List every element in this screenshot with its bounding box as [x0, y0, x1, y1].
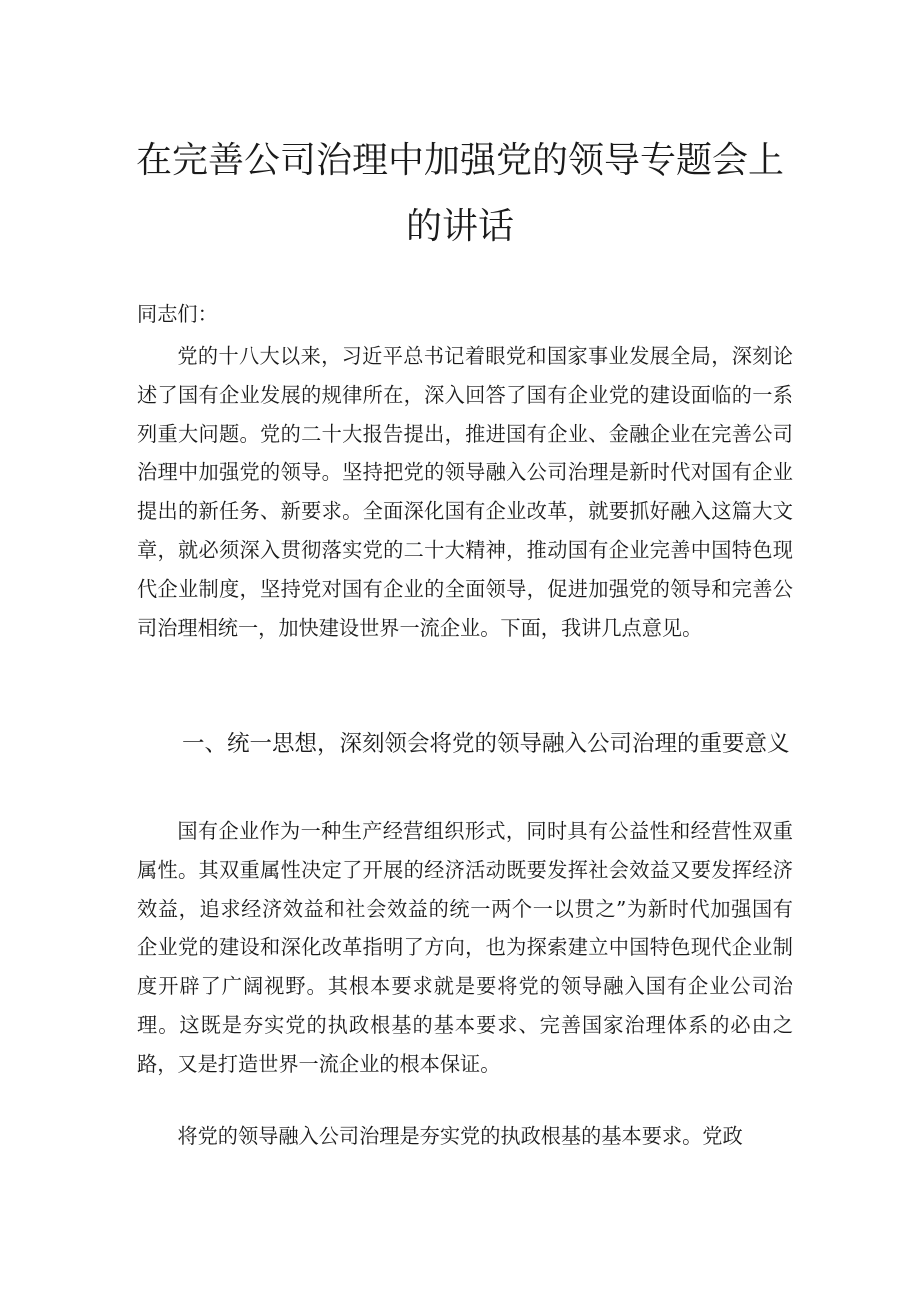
paragraph-section1-continued: 将党的领导融入公司治理是夯实党的执政根基的基本要求。党政 [177, 1124, 743, 1148]
paragraph-section1: 国有企业作为一种生产经营组织形式，同时具有公益性和经营性双重属性。其双重属性决定了开展的经济活动既要发挥社会效益又要发挥经济效益，追求经济效益和社会效益的统一两个一以贯之”为新时代加强国有企业党的建设和深化改革指明了方向，也为探索建立中国特色现代企业制度开辟了广阔视野。其根本要求就是要将党的领导融入国有企业公司治理。这既是夯实党的执政根基的基本要求、完善国家治理体系的必由之路，又是打造世界一流企业的根本保证。 [137, 819, 793, 1076]
salutation: 同志们： [137, 302, 218, 326]
section-heading-1: 一、统一思想，深刻领会将党的领导融入公司治理的重要意义 [182, 731, 790, 757]
paragraph-intro: 党的十八大以来，习近平总书记着眼党和国家事业发展全局，深刻论述了国有企业发展的规律所在，深入回答了国有企业党的建设面临的一系列重大问题。党的二十大报告提出，推进国有企业、金融企业在完善公司治理中加强党的领导。坚持把党的领导融入公司治理是新时代对国有企业提出的新任务、新要求。全面深化国有企业改革，就要抓好融入这篇大文章，就必须深入贯彻落实党的二十大精神，推动国有企业完善中国特色现代企业制度，坚持党对国有企业的全面领导，促进加强党的领导和完善公司治理相统一，加快建设世界一流企业。下面，我讲几点意见。 [137, 344, 793, 640]
document-title-line2: 的讲话 [405, 206, 514, 247]
document-title-line1: 在完善公司治理中加强党的领导专题会上 [135, 140, 784, 181]
